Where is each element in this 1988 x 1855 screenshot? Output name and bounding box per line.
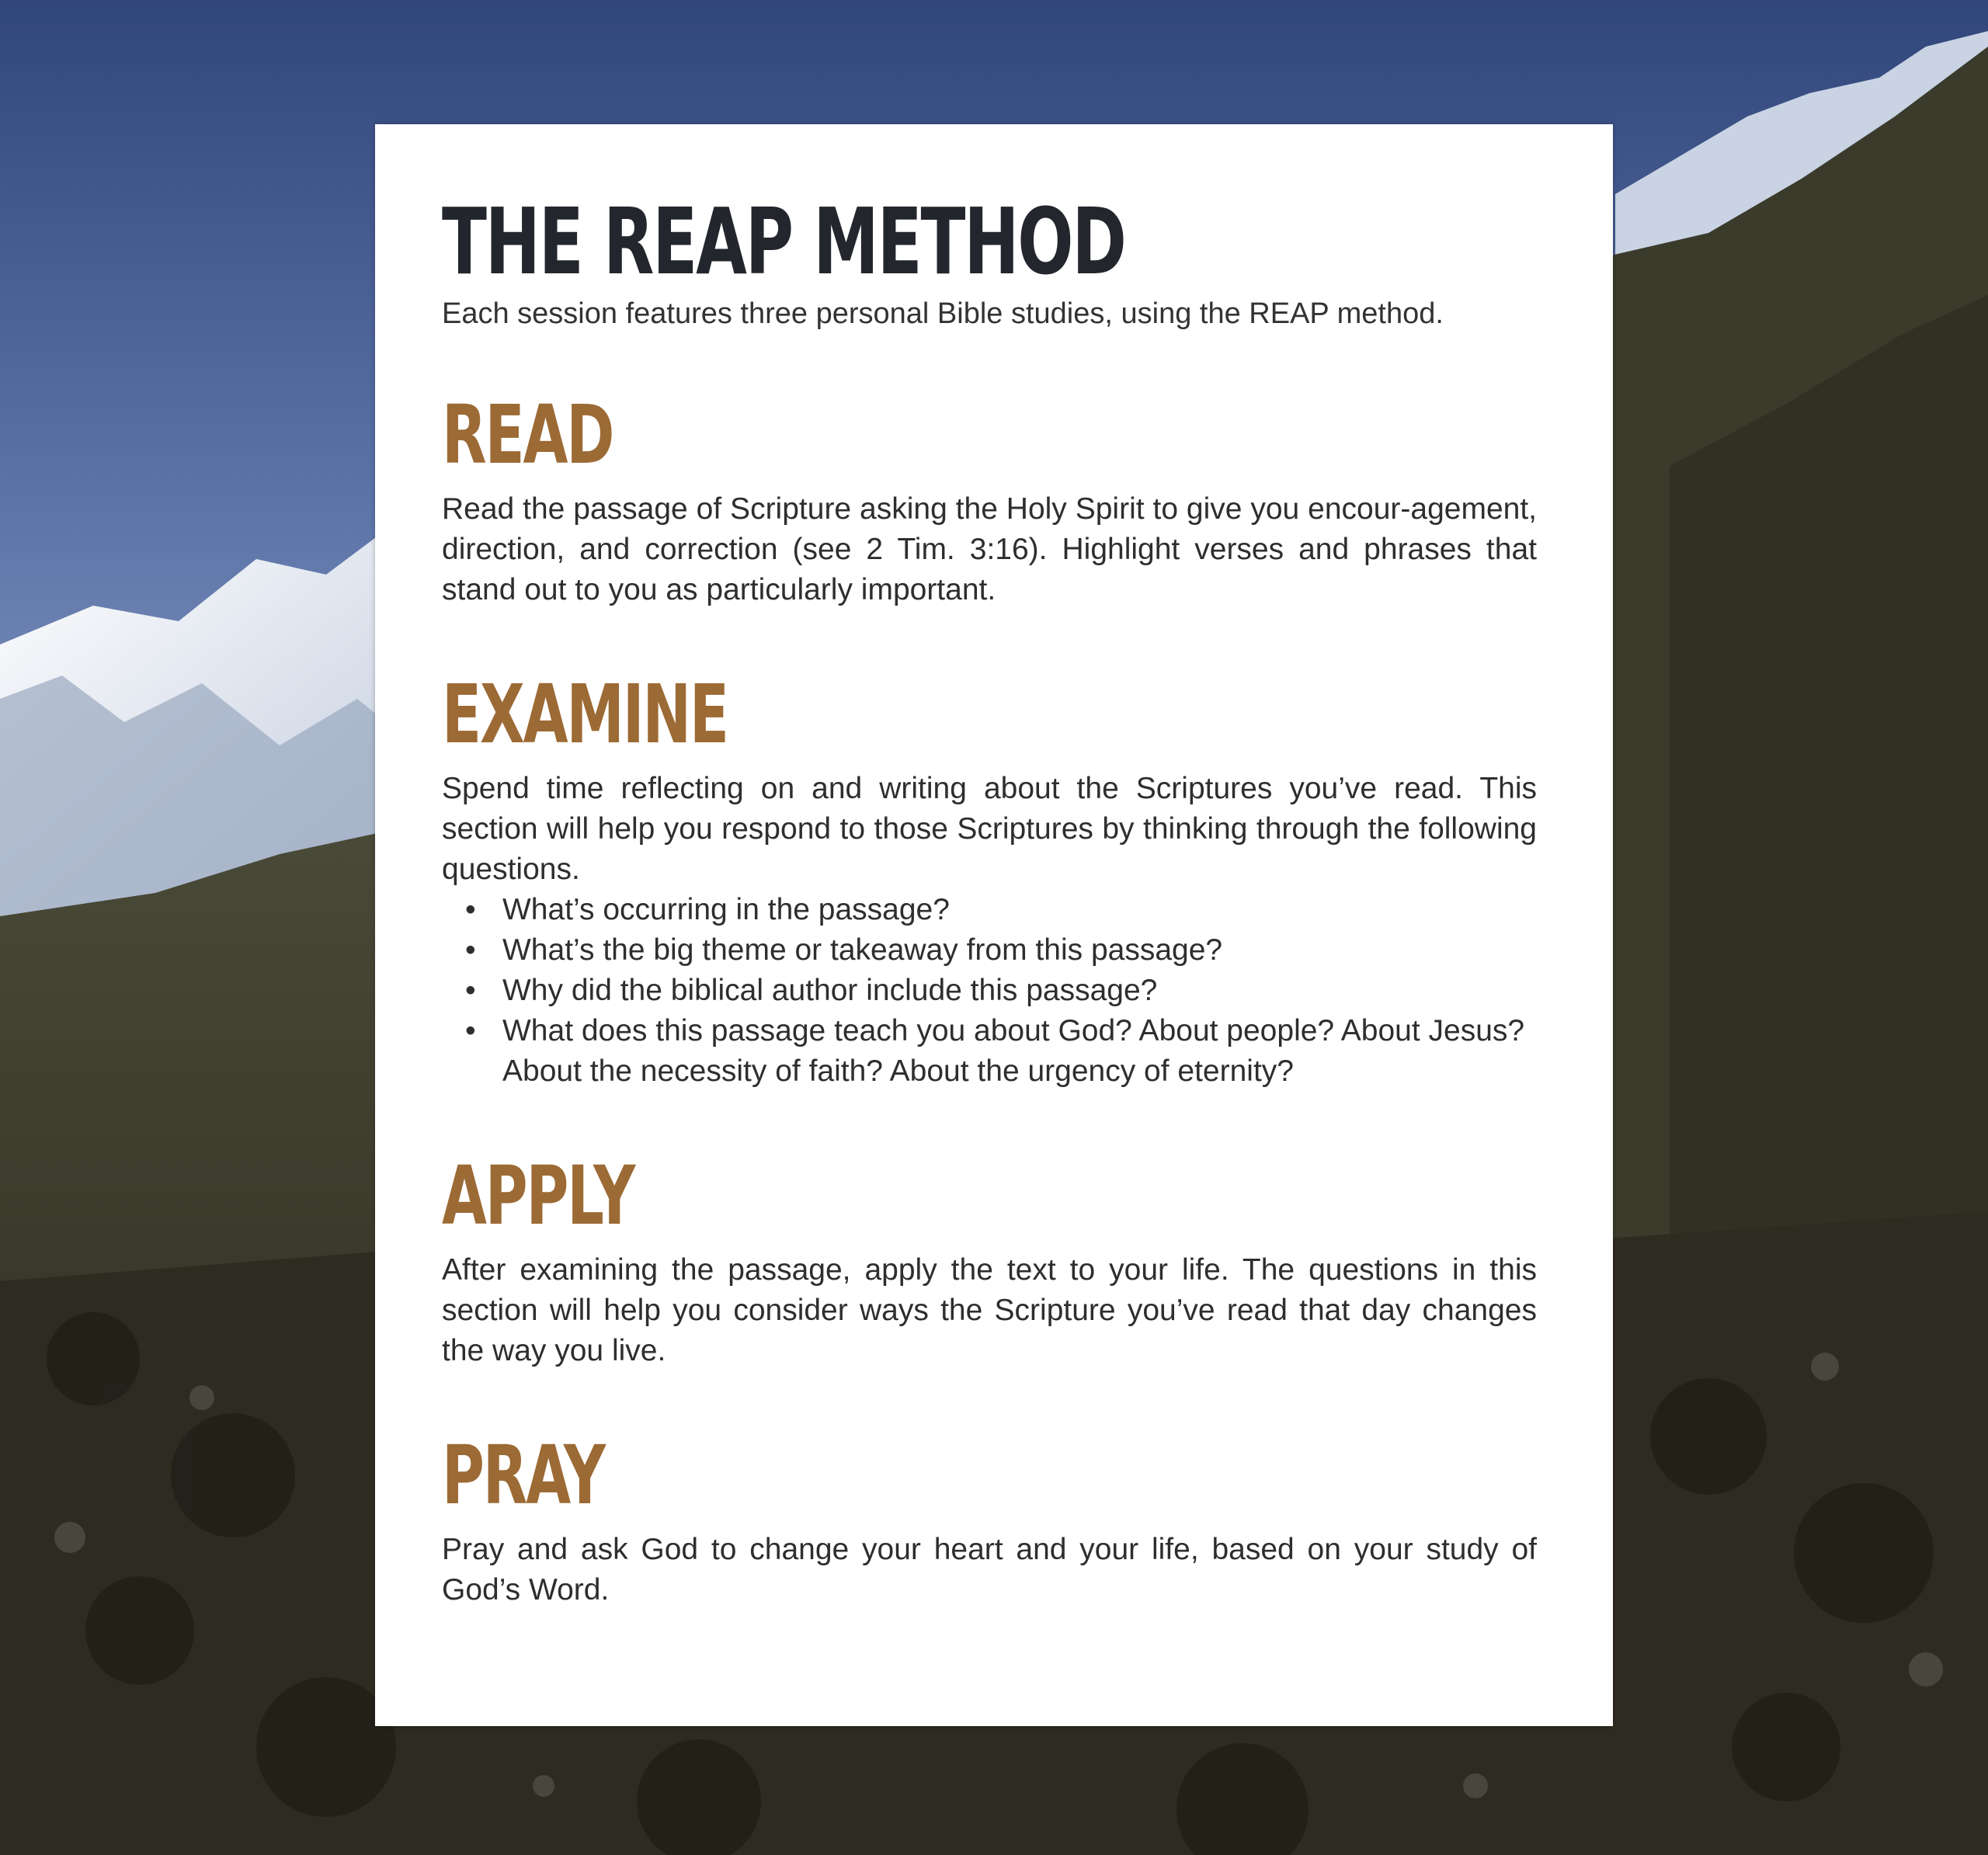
section-heading-apply: APPLY xyxy=(442,1148,634,1243)
page-subtitle: Each session features three personal Bible studies, using the REAP method. xyxy=(442,297,1444,330)
section-apply xyxy=(442,1148,1537,1371)
bullet-icon: • xyxy=(465,974,476,1007)
list-item-text: What’s occurring in the passage? xyxy=(502,893,950,926)
reap-method-card xyxy=(375,124,1613,1726)
list-item-text: What’s the big theme or takeaway from this passage? xyxy=(502,933,1223,967)
list-item-text: What does this passage teach you about God? About people? About Jesus? About the necessity of faith? About the urgency of eternity? xyxy=(502,1014,1525,1088)
list-item xyxy=(465,1011,1537,1092)
section-body-apply: After examining the passage, apply the text to your life. The questions in this section will help you consider ways the Scripture you’ve read that day changes the way you live. xyxy=(442,1253,1537,1367)
section-heading-examine: EXAMINE xyxy=(442,667,728,762)
section-pray xyxy=(442,1428,1537,1610)
list-item xyxy=(465,890,1537,930)
list-item xyxy=(465,930,1537,971)
section-heading-pray: PRAY xyxy=(442,1428,604,1523)
list-item xyxy=(465,971,1537,1011)
section-examine xyxy=(442,667,1537,1092)
page-title: THE REAP METHOD xyxy=(442,188,1125,295)
examine-question-list xyxy=(442,890,1537,1092)
section-body-pray: Pray and ask God to change your heart and your life, based on your study of God’s Word. xyxy=(442,1533,1537,1607)
bullet-icon: • xyxy=(465,1014,476,1047)
bullet-icon: • xyxy=(465,893,476,926)
section-body-examine: Spend time reflecting on and writing about the Scriptures you’ve read. This section will help you respond to those Scriptures by thinking through the following questions. xyxy=(442,772,1537,886)
section-heading-read: READ xyxy=(442,387,613,482)
section-read xyxy=(442,387,1537,610)
section-body-read: Read the passage of Scripture asking the Holy Spirit to give you encour-agement, direction, and correction (see 2 Tim. 3:16). Highlight verses and phrases that stand out to you as particularly important. xyxy=(442,492,1537,606)
list-item-text: Why did the biblical author include this passage? xyxy=(502,974,1158,1007)
bullet-icon: • xyxy=(465,933,476,967)
